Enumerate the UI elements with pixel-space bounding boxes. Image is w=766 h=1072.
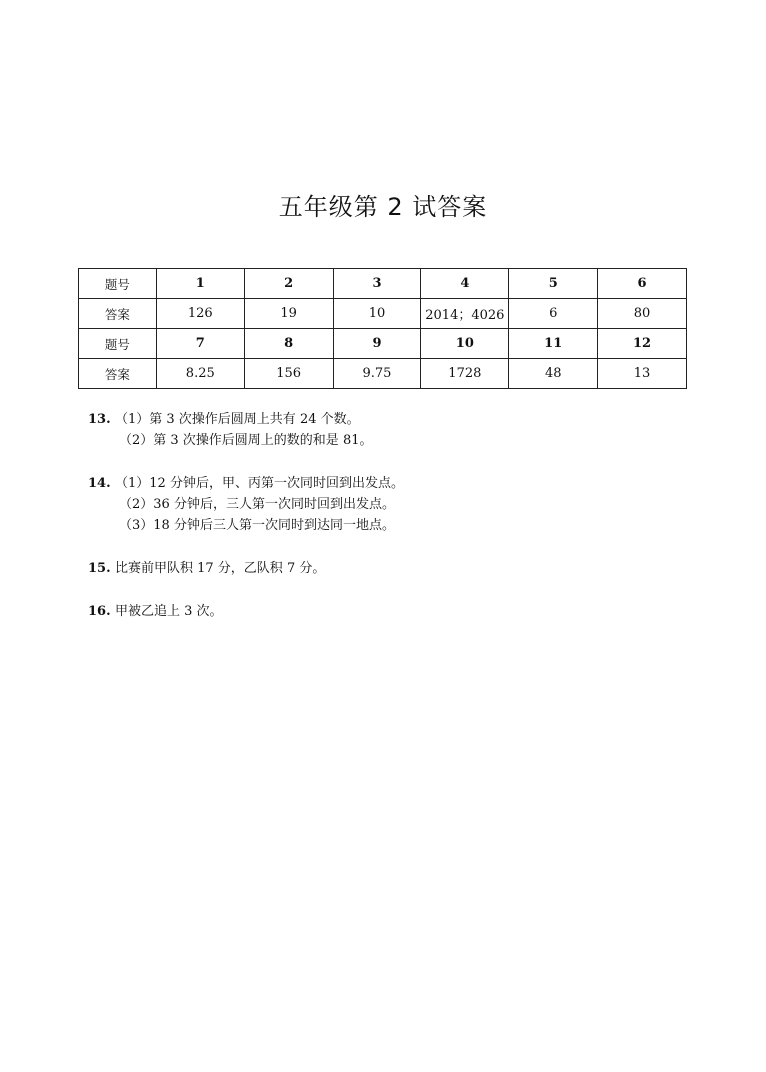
- answer-cell: 156: [244, 359, 333, 389]
- row-label-question: 题号: [79, 329, 157, 359]
- question-number: 8: [244, 329, 333, 359]
- row-label-answer: 答案: [79, 359, 157, 389]
- question-number: 12: [598, 329, 687, 359]
- answer-text: （1）12 分钟后，甲、丙第一次同时回到出发点。: [115, 476, 404, 491]
- answer-line: [88, 409, 372, 430]
- question-number: 10: [421, 329, 509, 359]
- answer-row: [79, 299, 687, 329]
- answer-cell: 19: [244, 299, 333, 329]
- answer-cell: 1728: [421, 359, 509, 389]
- question-number: 11: [509, 329, 598, 359]
- answer-text: （2）第 3 次操作后圆周上的数的和是 81。: [119, 433, 373, 448]
- answer-13: [88, 409, 372, 451]
- answer-cell: 2014；4026: [421, 299, 509, 329]
- answer-text: （3）18 分钟后三人第一次同时到达同一地点。: [119, 518, 395, 533]
- question-number: 7: [156, 329, 244, 359]
- question-number: 4: [421, 269, 509, 299]
- question-number: 9: [333, 329, 421, 359]
- answer-cell: 8.25: [156, 359, 244, 389]
- answer-14: [88, 473, 404, 536]
- answer-cell: 48: [509, 359, 598, 389]
- page-title: 五年级第 2 试答案: [278, 193, 488, 221]
- answer-16: [88, 601, 223, 622]
- answer-cell: 126: [156, 299, 244, 329]
- question-label: 16.: [88, 604, 111, 619]
- question-number: 1: [156, 269, 244, 299]
- question-label: 15.: [88, 561, 111, 576]
- answer-text: （2）36 分钟后，三人第一次同时回到出发点。: [119, 497, 395, 512]
- answer-line: [88, 558, 325, 579]
- question-number-row: [79, 269, 687, 299]
- answer-cell: 10: [333, 299, 421, 329]
- question-number: 2: [244, 269, 333, 299]
- answer-cell: 13: [598, 359, 687, 389]
- answer-text: （1）第 3 次操作后圆周上共有 24 个数。: [115, 412, 360, 427]
- question-number-row: [79, 329, 687, 359]
- question-number: 6: [598, 269, 687, 299]
- answer-line: [88, 601, 223, 622]
- question-label: 14.: [88, 476, 111, 491]
- answer-cell: 80: [598, 299, 687, 329]
- row-label-answer: 答案: [79, 299, 157, 329]
- answer-15: [88, 558, 325, 579]
- answer-cell: 9.75: [333, 359, 421, 389]
- question-number: 3: [333, 269, 421, 299]
- answer-table: [78, 268, 687, 389]
- answer-cell: 6: [509, 299, 598, 329]
- row-label-question: 题号: [79, 269, 157, 299]
- question-label: 13.: [88, 412, 111, 427]
- answer-text: 比赛前甲队积 17 分，乙队积 7 分。: [115, 561, 326, 576]
- answer-row: [79, 359, 687, 389]
- answer-text: 甲被乙追上 3 次。: [115, 604, 223, 619]
- question-number: 5: [509, 269, 598, 299]
- answer-line: [88, 473, 404, 494]
